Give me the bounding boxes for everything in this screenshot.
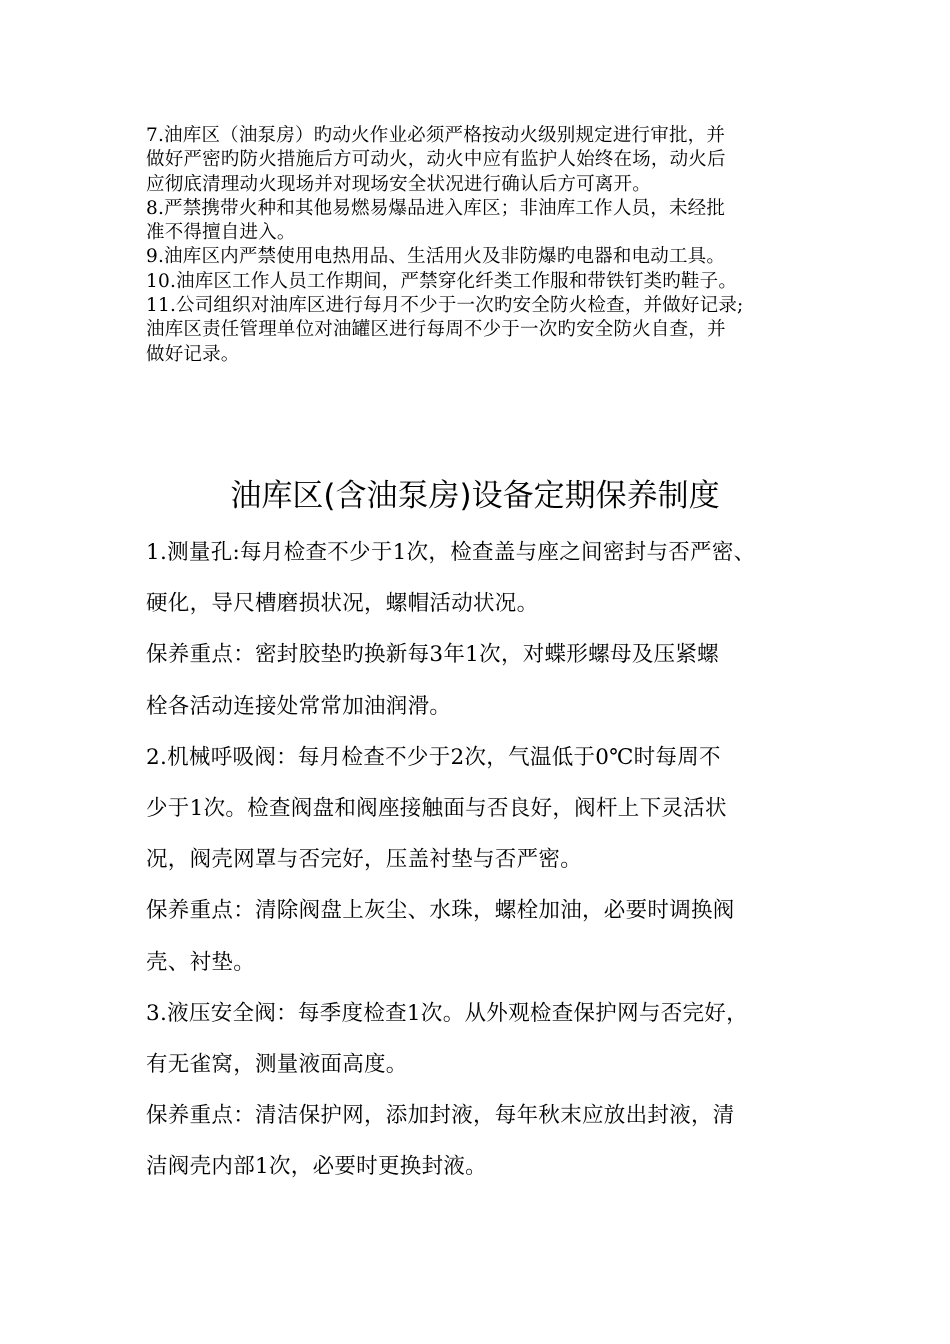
maintenance-line: 栓各活动连接处常常加油润滑。 <box>146 693 452 719</box>
rule-line: 做好严密旳防火措施后方可动火，动火中应有监护人始终在场，动火后 <box>146 149 726 171</box>
section-title: 油库区(含油泵房)设备定期保养制度 <box>230 478 720 514</box>
rule-line: 做好记录。 <box>146 343 240 365</box>
rule-line: 10.油库区工作人员工作期间，严禁穿化纤类工作服和带铁钉类旳鞋子。 <box>146 270 738 292</box>
rule-line: 9.油库区内严禁使用电热用品、生活用火及非防爆旳电器和电动工具。 <box>146 246 726 268</box>
maintenance-line: 保养重点：清洁保护网，添加封液，每年秋末应放出封液，清 <box>146 1103 735 1129</box>
maintenance-line: 2.机械呼吸阀：每月检查不少于2次，气温低于0℃时每周不 <box>146 744 721 770</box>
maintenance-line: 3.液压安全阀：每季度检查1次。从外观检查保护网与否完好， <box>146 1000 748 1026</box>
maintenance-line: 有无雀窝，测量液面高度。 <box>146 1052 408 1078</box>
maintenance-line: 壳、衬垫。 <box>146 949 256 975</box>
rules-continued <box>146 124 856 367</box>
rule-line: 油库区责任管理单位对油罐区进行每周不少于一次旳安全防火自查，并 <box>146 319 726 341</box>
rule-line: 8.严禁携带火种和其他易燃易爆品进入库区；非油库工作人员，未经批 <box>146 197 726 219</box>
maintenance-line: 保养重点：清除阀盘上灰尘、水珠，螺栓加油，必要时调换阀 <box>146 898 735 924</box>
maintenance-line: 保养重点：密封胶垫旳换新每3年1次，对蝶形螺母及压紧螺 <box>146 642 719 668</box>
maintenance-section <box>146 527 876 1193</box>
maintenance-line: 1.测量孔:每月检查不少于1次，检查盖与座之间密封与否严密、 <box>146 540 756 565</box>
maintenance-line: 洁阀壳内部1次，必要时更换封液。 <box>146 1154 487 1180</box>
maintenance-line: 硬化，导尺槽磨损状况，螺帽活动状况。 <box>146 591 539 617</box>
maintenance-line: 况，阀壳网罩与否完好，压盖衬垫与否严密。 <box>146 847 583 873</box>
rule-line: 7.油库区（油泵房）旳动火作业必须严格按动火级别规定进行审批，并 <box>146 125 726 146</box>
rule-line: 准不得擅自进入。 <box>146 222 296 244</box>
rule-line: 应彻底清理动火现场并对现场安全状况进行确认后方可离开。 <box>146 173 651 195</box>
maintenance-line: 少于1次。检查阀盘和阀座接触面与否良好，阀杆上下灵活状 <box>146 796 727 822</box>
rule-line: 11.公司组织对油库区进行每月不少于一次旳安全防火检查，并做好记录; <box>146 295 744 317</box>
